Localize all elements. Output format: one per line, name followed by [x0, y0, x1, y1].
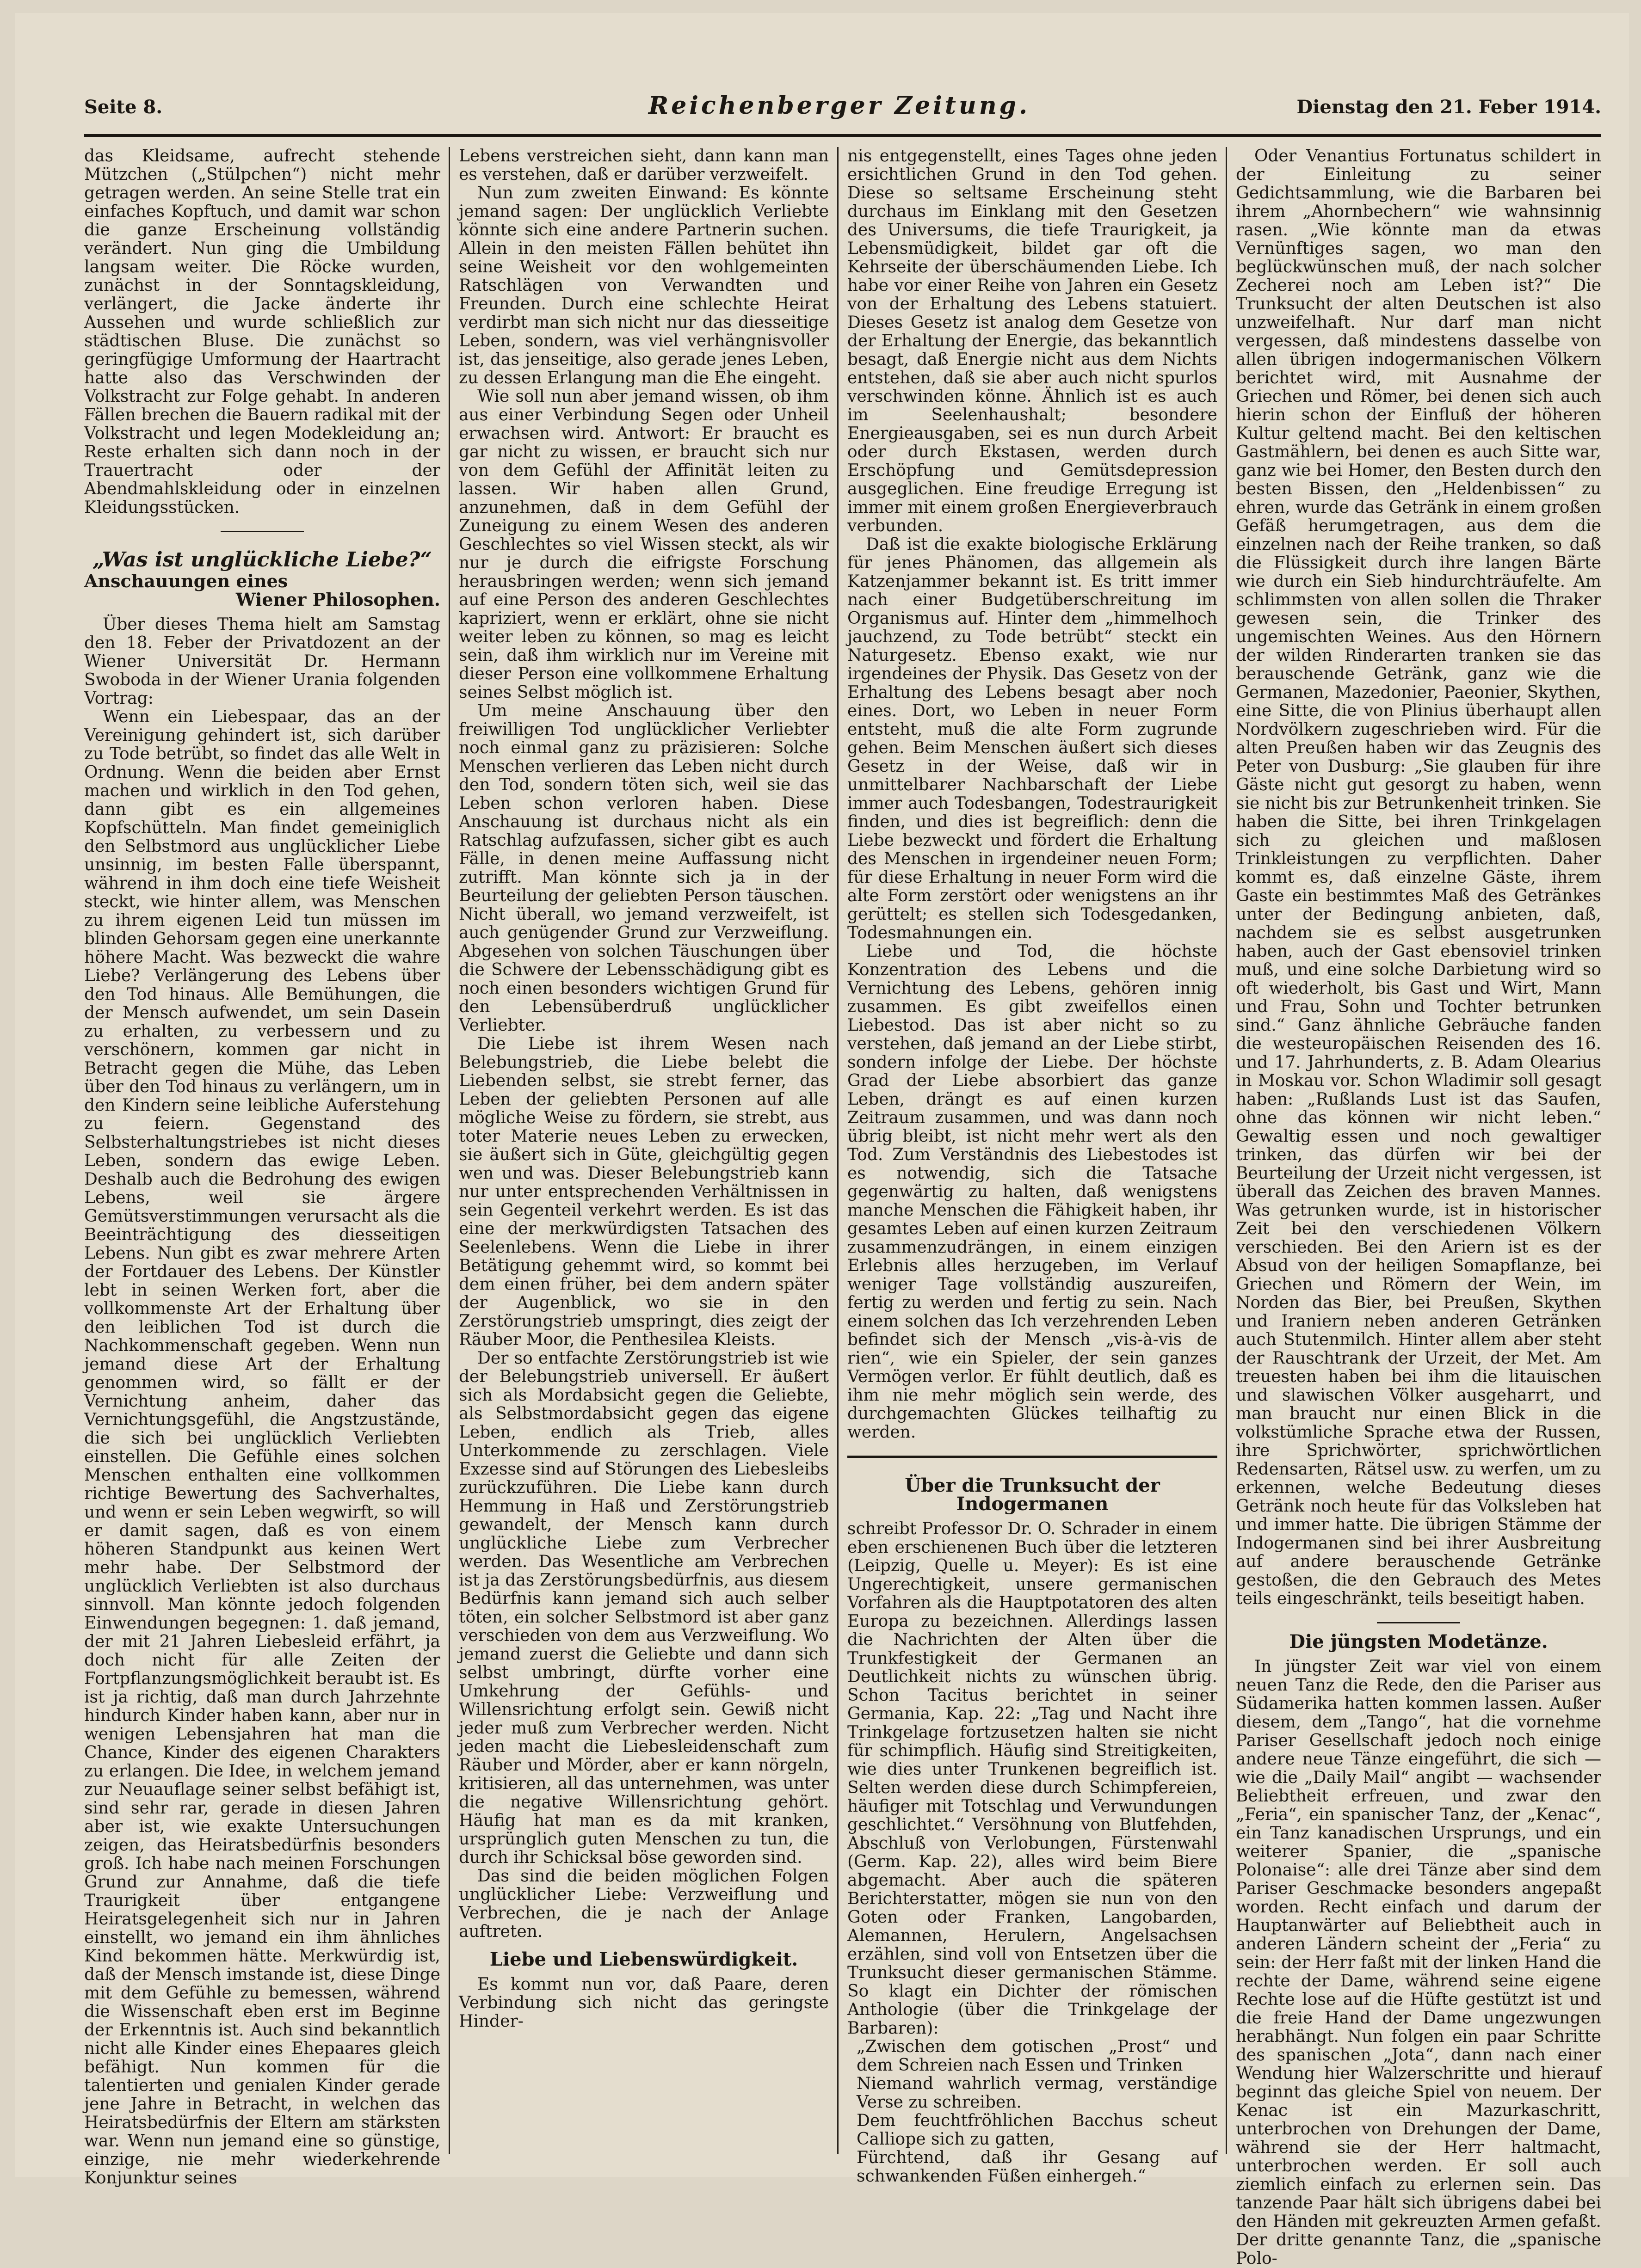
page-number: Seite 8. — [84, 96, 163, 118]
paragraph: Nun zum zweiten Einwand: Es könnte jemand sagen: Der unglücklich Verliebte könnte sich eine andere Partnerin suchen. Allein in den meisten Fällen behütet ihn seine Weisheit vor den wohlgemeinten Ratschlägen von Verwandten und Freunden. Durch eine schlechte Heirat verdirbt man sich nicht nur das diesseitige Leben, sondern, was viel verhängnisvoller ist, das jenseitige, also gerade jenes Leben, zu dessen Erlangung man die Ehe eingeht. — [459, 184, 829, 387]
column-rule-1 — [449, 147, 450, 2154]
article-header-box — [847, 1456, 1217, 1513]
newspaper-page — [15, 13, 1629, 2268]
verse-line: „Zwischen dem gotischen „Prost“ und dem Schreien nach Essen und Trinken — [857, 2037, 1217, 2075]
paragraph: Der so entfachte Zerstörungstrieb ist wie der Belebungstrieb universell. Er äußert sich als Mordabsicht gegen die Geliebte, als Selbstmordabsicht gegen das eigene Leben, endlich als Trieb, alles Unterkommende zu zerschlagen. Viele Exzesse sind auf Störungen des Liebesleibs zurückzuführen. Die Liebe kann durch Hemmung in Haß und Zerstörungstrieb gewandelt, der Mensch kann durch unglückliche Liebe zum Verbrecher werden. Das Wesentliche am Verbrechen ist ja das Zerstörungsbedürfnis, aus diesem Bedürfnis kann jemand sich auch selber töten, ein solcher Selbstmord ist aber ganz verschieden von dem aus Verzweiflung. Wo jemand zuerst die Geliebte und dann sich selbst umbringt, dürfte vorher eine Umkehrung der Gefühls- und Willensrichtung erfolgt sein. Gewiß nicht jeder muß zum Verbrecher werden. Nicht jeden macht die Liebesleidenschaft zum Räuber und Mörder, aber er kann nörgeln, kritisieren, all das unternehmen, was unter die negative Willensrichtung gehört. Häufig hat man es da mit kranken, ursprünglich guten Menschen zu tun, die durch ihr Schicksal böse geworden sind. — [459, 1349, 829, 1867]
paragraph: Über dieses Thema hielt am Samstag den 18. Feber der Privatdozent an der Wiener Universität Dr. Hermann Swoboda in der Wiener Urania folgenden Vortrag: — [84, 615, 440, 708]
section-separator — [221, 531, 304, 532]
verse-line: Dem feuchtfröhlichen Bacchus scheut Calliope sich zu gatten, — [857, 2111, 1217, 2149]
paragraph: Daß ist die exakte biologische Erklärung für jenes Phänomen, das allgemein als Katzenjammer bekannt ist. Es tritt immer nach einer Budgetüberschreitung im Organismus auf. Hinter dem „himmelhoch jauchzend, zu Tode betrübt“ steckt ein Naturgesetz. Ebenso exakt, wie nur irgendeines der Physik. Das Gesetz von der Erhaltung des Lebens besagt aber noch eines. Dort, wo Leben in neuer Form entsteht, muß die alte Form zugrunde gehen. Beim Menschen äußert sich dieses Gesetz in der Weise, daß wir in unmittelbarer Nachbarschaft der Liebe immer auch Todesbangen, Todestraurigkeit finden, und dies ist begreiflich: denn die Liebe bezweckt und fördert die Erhaltung des Menschen in irgendeiner neuen Form; für diese Erhaltung in neuer Form wird die alte Form zerstört oder wenigstens an ihr gerüttelt; es stellen sich Todesgedanken, Todesmahnungen ein. — [847, 535, 1217, 942]
issue-date: Dienstag den 21. Feber 1914. — [1296, 96, 1601, 118]
verse-line: Niemand wahrlich vermag, verständige Verse zu schreiben. — [857, 2074, 1217, 2112]
header-rule — [84, 134, 1601, 137]
section-separator — [1377, 1622, 1460, 1623]
paragraph: nis entgegenstellt, eines Tages ohne jeden ersichtlichen Grund in den Tod gehen. Diese so seltsame Erscheinung steht durchaus im Einklang mit den Gesetzen des Universums, die tiefe Traurigkeit, ja Lebensmüdigkeit, bildet gar oft die Kehrseite der überschäumenden Liebe. Ich habe vor einer Reihe von Jahren ein Gesetz von der Erhaltung des Lebens statuiert. Dieses Gesetz ist analog dem Gesetze von der Erhaltung der Energie, das bekanntlich besagt, daß Energie nicht aus dem Nichts entstehen, daß sie aber auch nicht spurlos verschwinden könne. Ähnlich ist es auch im Seelenhaushalt; besondere Energieausgaben, sei es nun durch Arbeit oder durch Ekstasen, werden durch Erschöpfung und Gemütsdepression ausgeglichen. Eine freudige Erregung ist immer mit einem großen Energieverbrauch verbunden. — [847, 147, 1217, 535]
article-title: Über die Trunksucht der Indogermanen — [905, 1475, 1160, 1515]
column-1 — [84, 147, 440, 2188]
column-4 — [1236, 147, 1601, 2268]
paragraph: Liebe und Tod, die höchste Konzentration des Lebens und die Vernichtung des Lebens, gehören innig zusammen. Es gibt zweifellos einen Liebestod. Das ist aber nicht so zu verstehen, daß jemand an der Liebe stirbt, sondern infolge der Liebe. Der höchste Grad der Liebe absorbiert das ganze Leben, drängt es auf einen kurzen Zeitraum zusammen, und was dann noch übrig bleibt, ist nicht mehr wert als den Tod. Zum Verständnis des Liebestodes ist es notwendig, sich die Tatsache gegenwärtig zu halten, daß wenigstens manche Menschen die Fähigkeit haben, ihr gesamtes Leben auf einen kurzen Zeitraum zusammenzudrängen, in einem einzigen Erlebnis alles herzugeben, im Verlauf weniger Tage vollständig auszureifen, fertig zu werden und fertig zu sein. Nach einem solchen das Ich verzehrenden Leben befindet sich der Mensch „vis-à-vis de rien“, wie ein Spieler, der sein ganzes Vermögen verlor. Er fühlt deutlich, daß es ihm nie mehr möglich sein werde, des durchgemachten Glückes teilhaftig zu werden. — [847, 942, 1217, 1442]
article-title: „Was ist unglückliche Liebe?“ — [93, 548, 432, 572]
article-title: Die jüngsten Modetänze. — [1289, 1631, 1548, 1653]
article-continuation: das Kleidsame, aufrecht stehende Mützchen („Stülpchen“) nicht mehr getragen werden. An seine Stelle trat ein einfaches Kopftuch, und damit war schon die ganze Erscheinung vollständig verändert. Nun ging die Umbildung langsam weiter. Die Röcke wurden, zunächst in der Sonntagskleidung, verlängert, die Jacke änderte ihr Aussehen und wurde schließlich zur städtischen Bluse. Die zunächst so geringfügige Umformung der Haartracht hatte also das Verschwinden der Volkstracht zur Folge gehabt. In anderen Fällen brechen die Bauern radikal mit der Volkstracht und legen Modekleidung an; Reste erhalten sich dann noch in der Trauertracht oder der Abendmahlskleidung oder in einzelnen Kleidungsstücken. — [84, 147, 440, 517]
page-header — [84, 92, 1601, 133]
column-rule-3 — [1226, 147, 1227, 2154]
paragraph: Um meine Anschauung über den freiwilligen Tod unglücklicher Verliebter noch einmal ganz zu präzisieren: Solche Menschen verlieren das Leben nicht durch den Tod, sondern töten sich, weil sie das Leben schon verloren haben. Diese Anschauung ist durchaus nicht als ein Ratschlag aufzufassen, sicher gibt es auch Fälle, in denen meine Auffassung nicht zutrifft. Man könnte sich ja in der Beurteilung der geliebten Person täuschen. Nicht überall, wo jemand verzweifelt, ist auch genügender Grund zur Verzweiflung. Abgesehen von solchen Täuschungen über die Schwere der Lebensschädigung gibt es noch einen besonders wichtigen Grund für den Lebensüberdruß unglücklicher Verliebter. — [459, 701, 829, 1035]
paragraph: Wenn ein Liebespaar, das an der Vereinigung gehindert ist, sich darüber zu Tode betrübt, so findet das alle Welt in Ordnung. Wenn die beiden aber Ernst machen und wirklich in den Tod gehen, dann gibt es ein allgemeines Kopfschütteln. Man findet gemeiniglich den Selbstmord aus unglücklicher Liebe unsinnig, im besten Falle überspannt, während in ihm doch eine tiefe Weisheit steckt, wie hinter allem, was Menschen zu ihrem eigenen Leid tun müssen im blinden Gehorsam gegen eine unerkannte höhere Macht. Was bezweckt die wahre Liebe? Verlängerung des Lebens über den Tod hinaus. Alle Bemühungen, die der Mensch aufwendet, um sein Dasein zu erhalten, zu verbessern und zu verschönern, kommen gar nicht in Betracht gegen die Mühe, das Leben über den Tod hinaus zu verlängern, um in den Kindern seine leibliche Auferstehung zu feiern. Gegenstand des Selbsterhaltungstriebes ist nicht dieses Leben, sondern das ewige Leben. Deshalb auch die Bedrohung des ewigen Lebens, weil sie ärgere Gemütsverstimmungen verursacht als die Beeinträchtigung des diesseitigen Lebens. Nun gibt es zwar mehrere Arten der Fortdauer des Lebens. Der Künstler lebt in seinen Werken fort, aber die vollkommenste Art der Erhaltung über den leiblichen Tod ist durch die Nachkommenschaft gegeben. Wenn nun jemand diese Art der Erhaltung genommen wird, so fällt er der Vernichtung anheim, daher das Vernichtungsgefühl, die Angstzustände, die sich bei unglücklich Verliebten einstellen. Die Gefühle eines solchen Menschen enthalten eine vollkommen richtige Bewertung des Sachverhaltes, und wenn er sein Leben wegwirft, so will er damit sagen, daß es von einem höheren Standpunkt aus keinen Wert mehr habe. Der Selbstmord der unglücklich Verliebten ist also durchaus sinnvoll. Man könnte jedoch folgenden Einwendungen begegnen: 1. daß jemand, der mit 21 Jahren Liebesleid erfährt, ja doch nicht für alle Zeiten der Fortpflanzungsmöglichkeit beraubt ist. Es ist ja richtig, daß man durch Jahrzehnte hindurch Kinder haben kann, aber nur in wenigen Lebensjahren hat man die Chance, Kinder des eigenen Charakters zu erlangen. Die Idee, in welchem jemand zur Neuauflage seiner selbst befähigt ist, sind sehr rar, gerade in diesen Jahren aber ist, wie exakte Untersuchungen zeigen, das Heiratsbedürfnis besonders groß. Ich habe nach meinen Forschungen Grund zur Annahme, daß die tiefe Traurigkeit über entgangene Heiratsgelegenheit sich nur in Jahren einstellt, wo jemand ein ihm ähnliches Kind bekommen hätte. Merkwürdig ist, daß der Mensch imstande ist, diese Dinge mit dem Gefühle zu bemessen, während die Wissenschaft eben erst im Beginne der Erkenntnis ist. Auch sind bekanntlich nicht alle Kinder eines Ehepaares gleich befähigt. Nun kommen für die talentierten und genialen Kinder gerade jene Jahre in Betracht, in welchen das Heiratsbedürfnis der Eltern am stärksten war. Wenn nun jemand eine so günstige, einzige, nie mehr wiederkehrende Konjunktur seines — [84, 707, 440, 2188]
paragraph: Die Liebe ist ihrem Wesen nach Belebungstrieb, die Liebe belebt die Liebenden selbst, sie strebt ferner, das Leben der geliebten Personen auf alle mögliche Weise zu fördern, sie strebt, aus toter Materie neues Leben zu erwecken, sie äußert sich in Güte, gleichgültig gegen wen und was. Dieser Belebungstrieb kann nur unter entsprechenden Verhältnissen in sein Gegenteil verkehrt werden. Es ist das eine der merkwürdigsten Tatsachen des Seelenlebens. Wenn die Liebe in ihrer Betätigung gehemmt wird, so kommt bei dem einen früher, bei dem andern später der Augenblick, wo sie in den Zerstörungstrieb umspringt, dies zeigt der Räuber Moor, die Penthesilea Kleists. — [459, 1034, 829, 1349]
column-rule-2 — [837, 147, 839, 2154]
paragraph: Lebens verstreichen sieht, dann kann man es verstehen, daß er darüber verzweifelt. — [459, 147, 829, 184]
section-heading: Liebe und Liebenswürdigkeit. — [489, 1948, 798, 1970]
paragraph: Das sind die beiden möglichen Folgen unglücklicher Liebe: Verzweiflung und Verbrechen, die je nach der Anlage auftreten. — [459, 1867, 829, 1941]
paragraph: Es kommt nun vor, daß Paare, deren Verbindung sich nicht das geringste Hinder- — [459, 1975, 829, 2031]
verse-line: Fürchtend, daß ihr Gesang auf schwankenden Füßen einhergeh.“ — [857, 2148, 1217, 2186]
newspaper-title: Reichenberger Zeitung. — [648, 92, 1030, 120]
paragraph: In jüngster Zeit war viel von einem neuen Tanz die Rede, den die Pariser aus Südamerika hatten kommen lassen. Außer diesem, dem „Tango“, hat die vornehme Pariser Gesellschaft jedoch noch einige andere neue Tänze eingeführt, die sich — wie die „Daily Mail“ angibt — wachsender Beliebtheit erfreuen, und zwar den „Feria“, ein spanischer Tanz, der „Kenac“, ein Tanz kanadischen Ursprungs, und ein weiterer Spanier, die „spanische Polonaise“: alle drei Tänze aber sind dem Pariser Geschmacke besonders angepaßt worden. Recht einfach und darum der Hauptanwärter auf Beliebtheit auch in anderen Ländern scheint der „Feria“ zu sein: der Herr faßt mit der linken Hand die rechte der Dame, während seine eigene Rechte lose auf die Hüfte gestützt ist und die freie Hand der Dame ungezwungen herabhängt. Nun folgen ein paar Schritte des spanischen „Jota“, dann nach einer Wendung hier Walzerschritte und hierauf beginnt das gleiche Spiel von neuem. Der Kenac ist ein Mazurkaschritt, unterbrochen von Drehungen der Dame, während sie der Herr haltmacht, unterbrochen werden. Er soll auch ziemlich einfach zu erlernen sein. Das tanzende Paar hält sich übrigens dabei bei den Händen mit gekreuzten Armen gefaßt. Der dritte genannte Tanz, die „spanische Polo- — [1236, 1657, 1601, 2268]
column-3 — [847, 147, 1217, 2186]
article-subtitle: Anschauungen eines — [84, 571, 288, 591]
paragraph: schreibt Professor Dr. O. Schrader in einem eben erschienenen Buch über die letzteren (Leipzig, Quelle u. Meyer): Es ist eine Ungerechtigkeit, unsere germanischen Vorfahren als die Hauptpotatoren des alten Europa zu bezeichnen. Allerdings lassen die Nachrichten der Alten über die Trunkfestigkeit der Germanen an Deutlichkeit nichts zu wünschen übrig. Schon Tacitus berichtet in seiner Germania, Kap. 22: „Tag und Nacht ihre Trinkgelage fortzusetzen halten sie nicht für schimpflich. Häufig sind Streitigkeiten, wie dies unter Trunkenen begreiflich ist. Selten werden diese durch Schimpfereien, häufiger mit Totschlag und Verwundungen geschlichtet.“ Versöhnung von Blutfehden, Abschluß von Verlobungen, Fürstenwahl (Germ. Kap. 22), alles wird beim Biere abgemacht. Aber auch die späteren Berichterstatter, mögen sie nun von den Goten oder Franken, Langobarden, Alemannen, Herulern, Angelsachsen erzählen, sind voll von Entsetzen über die Trunksucht dieser germanischen Stämme. So klagt ein Dichter der römischen Anthologie (über die Trinkgelage der Barbaren): — [847, 1519, 1217, 2038]
column-2 — [459, 147, 829, 2154]
paragraph: Wie soll nun aber jemand wissen, ob ihm aus einer Verbindung Segen oder Unheil erwachsen wird. Antwort: Er braucht es gar nicht zu wissen, er braucht sich nur von dem Gefühl der Affinität leiten zu lassen. Wir haben allen Grund, anzunehmen, daß in dem Gefühl der Zuneigung zu einem Wesen des anderen Geschlechtes so viel Wissen steckt, als wir nur je durch die eifrigste Forschung herausbringen werden; wenn sich jemand auf eine Person des anderen Geschlechtes kapriziert, wenn er erklärt, ohne sie nicht weiter leben zu können, so mag es leicht sein, daß ihm wirklich nur im Vereine mit dieser Person eine vollkommene Erhaltung seines Selbst möglich ist. — [459, 387, 829, 702]
article-subtitle-2: Wiener Philosophen. — [235, 589, 440, 610]
paragraph: Oder Venantius Fortunatus schildert in der Einleitung zu seiner Gedichtsammlung, wie die Barbaren bei ihrem „Ahornbechern“ wie wahnsinnig rasen. „Wie könnte man da etwas Vernünftiges sagen, wo man den beglückwünschen muß, der nach solcher Zecherei noch am Leben ist?“ Die Trunksucht der alten Deutschen ist also unzweifelhaft. Nur darf man nicht vergessen, daß mindestens dasselbe von allen übrigen indogermanischen Völkern berichtet wird, mit Ausnahme der Griechen und Römer, bei denen sich auch hierin schon der Einfluß der höheren Kultur geltend macht. Bei den keltischen Gastmählern, bei denen es auch Sitte war, ganz wie bei Homer, den Besten durch den besten Bissen, den „Heldenbissen“ zu ehren, wurde das Getränk in einem großen Gefäß herumgetragen, aus dem die einzelnen nach der Reihe tranken, so daß die Flüssigkeit durch ihre langen Bärte wie durch ein Sieb hindurchträufelte. Am schlimmsten von allen sollen die Thraker gewesen sein, die Trinker des ungemischten Weines. Aus den Hörnern der wilden Rinderarten tranken sie das berauschende Getränk, ganz wie die Germanen, Mazedonier, Paeonier, Skythen, eine Sitte, die von Plinius überhaupt allen Nordvölkern zugeschrieben wird. Für die alten Preußen haben wir das Zeugnis des Peter von Dusburg: „Sie glauben für ihre Gäste nicht gut gesorgt zu haben, wenn sie nicht bis zur Betrunkenheit trinken. Sie haben die Sitte, bei ihren Trinkgelagen sich zu gleichen und maßlosen Trinkleistungen zu verpflichten. Daher kommt es, daß einzelne Gäste, ihrem Gaste ein bestimmtes Maß des Getränkes unter der Bedingung anbieten, daß, nachdem sie es selbst ausgetrunken haben, auch der Gast ebensoviel trinken muß, und eine solche Darbietung wird so oft wiederholt, bis Gast und Wirt, Mann und Frau, Sohn und Tochter betrunken sind.“ Ganz ähnliche Gebräuche fanden die westeuropäischen Reisenden des 16. und 17. Jahrhunderts, z. B. Adam Olearius in Moskau vor. Schon Wladimir soll gesagt haben: „Rußlands Lust ist das Saufen, ohne das können wir nicht leben.“ Gewaltig essen und noch gewaltiger trinken, das dürfen wir bei der Beurteilung der Urzeit nicht vergessen, ist überall das Zeichen des braven Mannes. Was getrunken wurde, ist in historischer Zeit bei den verschiedenen Völkern verschieden. Bei den Ariern ist es der Absud von der heiligen Somapflanze, bei Griechen und Römern der Wein, im Norden das Bier, bei Preußen, Skythen und Iraniern neben anderen Getränken auch Stutenmilch. Hinter allem aber steht der Rauschtrank der Urzeit, der Met. Am treuesten haben bei ihm die litauischen und slawischen Völker ausgeharrt, und man braucht nur einen Blick in die volkstümliche Sprache etwa der Russen, ihre Sprichwörter, sprichwörtlichen Redensarten, Rätsel usw. zu werfen, um zu erkennen, welche Bedeutung dieses Getränk noch heute für das Volksleben hat und immer hatte. Die übrigen Stämme der Indogermanen sind bei ihrer Ausbreitung auf andere berauschende Getränke gestoßen, die den Gebrauch des Metes teils eingeschränkt, teils beseitigt haben. — [1236, 147, 1601, 1608]
